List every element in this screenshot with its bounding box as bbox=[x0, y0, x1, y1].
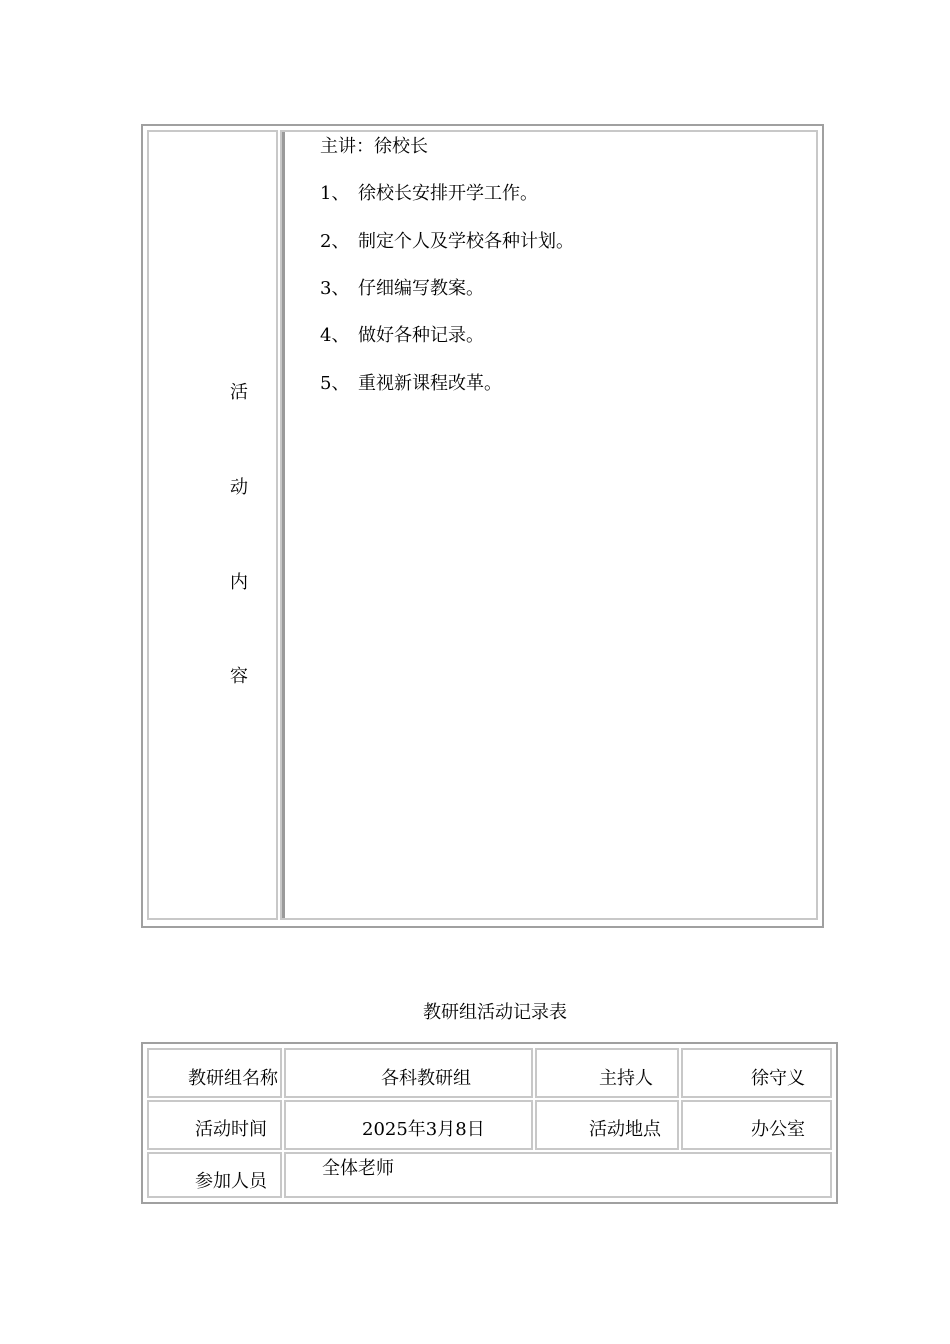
host-label: 主持人 bbox=[599, 1068, 653, 1089]
content-item bbox=[320, 274, 484, 300]
side-label-char: 活 bbox=[230, 382, 248, 403]
item-number: 5、 bbox=[320, 373, 350, 394]
group-name-label: 教研组名称 bbox=[188, 1068, 278, 1089]
place-label: 活动地点 bbox=[589, 1119, 661, 1140]
group-name-label-cell bbox=[147, 1048, 282, 1098]
place-value: 办公室 bbox=[751, 1119, 805, 1140]
group-name-value: 各科教研组 bbox=[381, 1068, 471, 1089]
record-table bbox=[141, 1042, 838, 1204]
item-number: 4、 bbox=[320, 325, 350, 346]
record-table-title: 教研组活动记录表 bbox=[423, 1002, 567, 1023]
participants-label-cell bbox=[147, 1152, 282, 1198]
time-value: 2025年3月8日 bbox=[362, 1119, 485, 1140]
side-label-char: 内 bbox=[230, 572, 248, 593]
participants-value-cell bbox=[284, 1152, 832, 1198]
item-text: 徐校长安排开学工作。 bbox=[358, 183, 538, 204]
item-number: 1、 bbox=[320, 183, 350, 204]
content-item bbox=[320, 369, 502, 395]
content-item bbox=[320, 227, 574, 253]
host-label-cell bbox=[535, 1048, 679, 1098]
place-label-cell bbox=[535, 1100, 679, 1150]
side-label-char: 容 bbox=[230, 666, 248, 687]
item-text: 重视新课程改革。 bbox=[358, 373, 502, 394]
participants-value: 全体老师 bbox=[322, 1158, 394, 1179]
group-name-value-cell bbox=[284, 1048, 533, 1098]
side-label-char: 动 bbox=[230, 477, 248, 498]
activity-content-table bbox=[141, 124, 824, 928]
host-value-cell bbox=[681, 1048, 832, 1098]
time-value-cell bbox=[284, 1100, 533, 1150]
speaker-line: 主讲：徐校长 bbox=[320, 136, 428, 157]
place-value-cell bbox=[681, 1100, 832, 1150]
time-label: 活动时间 bbox=[195, 1119, 267, 1140]
item-text: 制定个人及学校各种计划。 bbox=[358, 231, 574, 252]
item-text: 做好各种记录。 bbox=[358, 325, 484, 346]
item-number: 3、 bbox=[320, 278, 350, 299]
activity-content-label-cell bbox=[147, 130, 278, 920]
item-number: 2、 bbox=[320, 231, 350, 252]
host-value: 徐守义 bbox=[751, 1068, 805, 1089]
column-divider bbox=[282, 132, 285, 918]
content-item bbox=[320, 321, 484, 347]
item-text: 仔细编写教案。 bbox=[358, 278, 484, 299]
time-label-cell bbox=[147, 1100, 282, 1150]
content-item bbox=[320, 179, 538, 205]
participants-label: 参加人员 bbox=[195, 1171, 267, 1192]
